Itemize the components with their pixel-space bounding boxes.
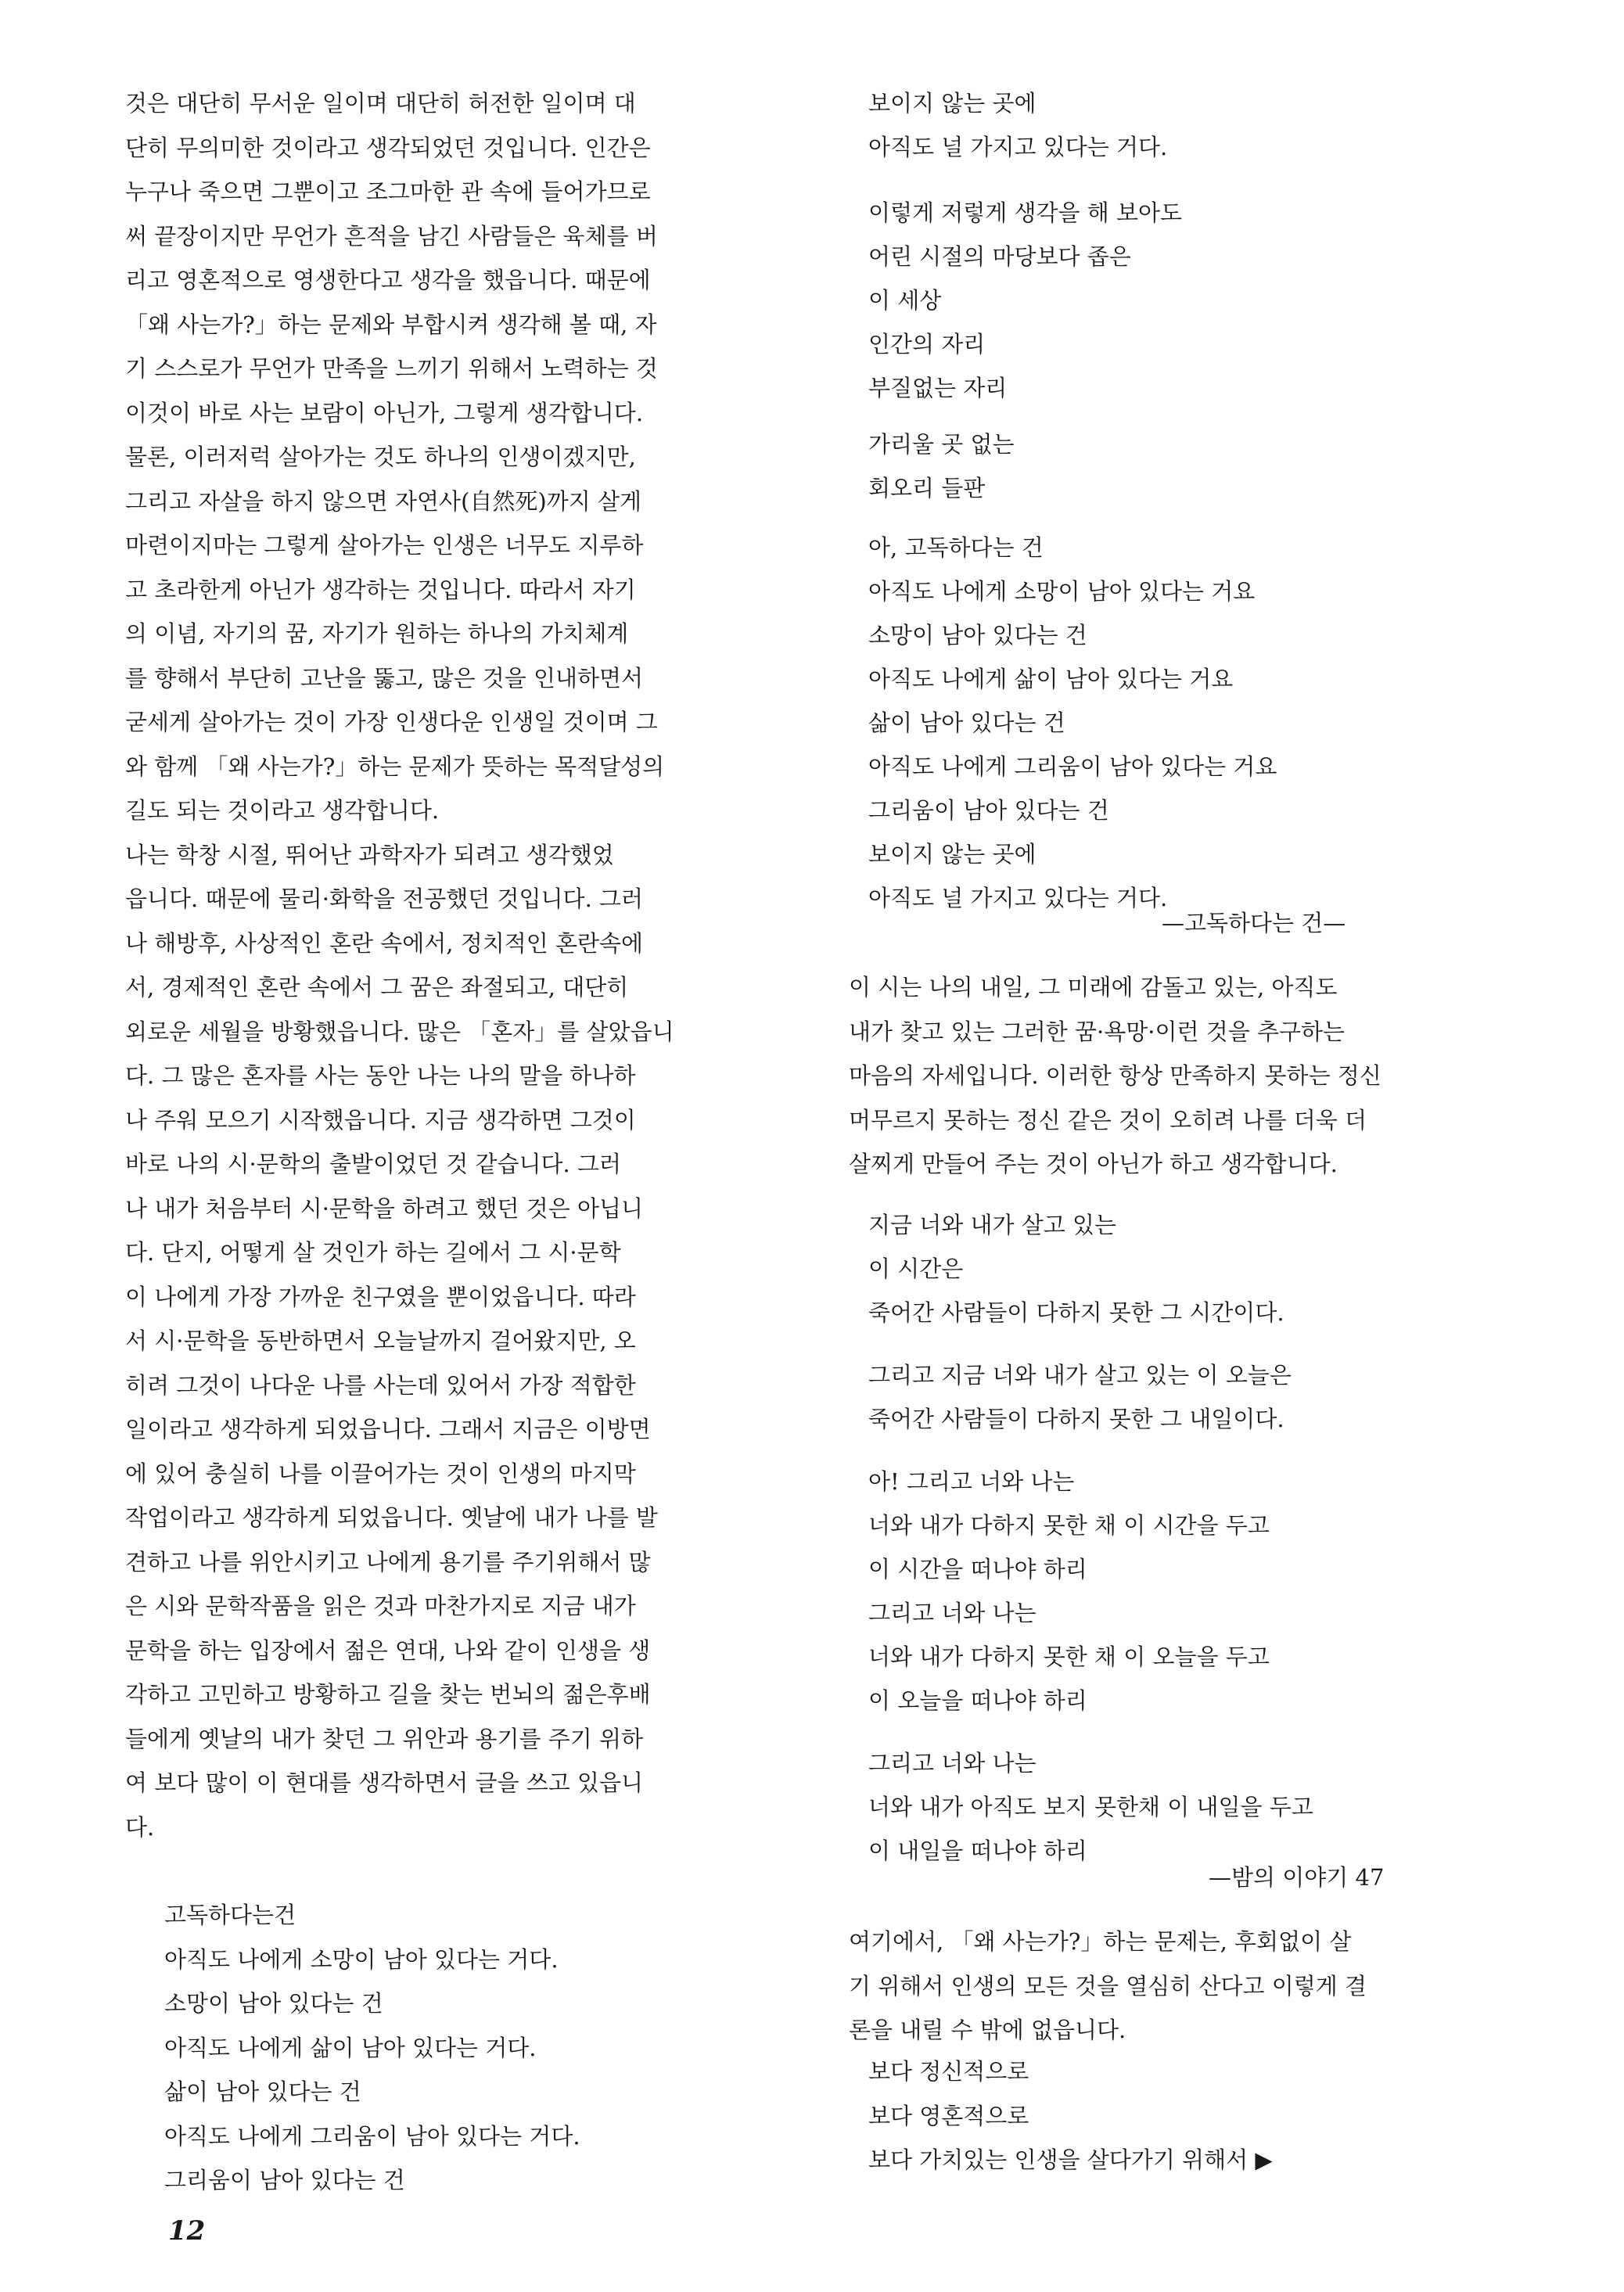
prose-line: 문학을 하는 입장에서 젊은 연대, 나와 같이 인생을 생	[125, 1636, 651, 1664]
prose-line: 이 시는 나의 내일, 그 미래에 감돌고 있는, 아직도	[849, 974, 1338, 1001]
prose-line: 물론, 이러저럭 살아가는 것도 하나의 인생이겠지만,	[125, 444, 636, 470]
prose-line: 견하고 나를 위안시키고 나에게 용기를 주기위해서 많	[125, 1548, 651, 1575]
prose-line: 기 스스로가 무언가 만족을 느끼기 위해서 노력하는 것	[125, 355, 658, 382]
poem-line: 그리고 너와 나는	[868, 1600, 1037, 1626]
prose-line: 나 주워 모으기 시작했읍니다. 지금 생각하면 그것이	[125, 1106, 636, 1133]
prose-line: 서, 경제적인 혼란 속에서 그 꿈은 좌절되고, 대단히	[125, 974, 629, 1001]
poem-line: 아직도 널 가지고 있다는 거다.	[868, 134, 1168, 160]
poem-line: 너와 내가 아직도 보지 못한채 이 내일을 두고	[868, 1794, 1313, 1820]
poem-line: 소망이 남아 있다는 건	[868, 622, 1087, 648]
poem-line: 부질없는 자리	[868, 375, 1008, 401]
poem-line: 죽어간 사람들이 다하지 못한 그 시간이다.	[868, 1299, 1284, 1326]
poem-line: 아직도 나에게 삶이 남아 있다는 거요	[868, 666, 1234, 692]
poem-line: 인간의 자리	[868, 331, 986, 357]
prose-line: 들에게 옛날의 내가 찾던 그 위안과 용기를 주기 위하	[125, 1725, 644, 1752]
prose-line: 히려 그것이 나다운 나를 사는데 있어서 가장 적합한	[125, 1371, 636, 1399]
poem-line: 이 세상	[868, 287, 942, 314]
poem-line: 죽어간 사람들이 다하지 못한 그 내일이다.	[868, 1406, 1284, 1432]
poem-line: 보이지 않는 곳에	[868, 841, 1037, 868]
prose-line: 누구나 죽으면 그뿐이고 조그마한 관 속에 들어가므로	[125, 178, 651, 205]
poem-line: 이 내일을 떠나야 하리	[868, 1838, 1087, 1864]
prose-line: 굳세게 살아가는 것이 가장 인생다운 인생일 것이며 그	[125, 709, 658, 735]
poem-line: 아직도 나에게 그리움이 남아 있다는 거요	[868, 753, 1277, 780]
poem-line: 너와 내가 다하지 못한 채 이 시간을 두고	[868, 1512, 1270, 1539]
prose-line: 이 나에게 가장 가까운 친구였을 뿐이었읍니다. 따라	[125, 1283, 636, 1310]
prose-line: 각하고 고민하고 방황하고 길을 찾는 번뇌의 젊은후배	[125, 1681, 651, 1708]
prose-line: 「왜 사는가?」하는 문제와 부합시켜 생각해 볼 때, 자	[125, 311, 657, 338]
closing-line: 보다 정신적으로	[868, 2058, 1029, 2085]
poem-line: 삶이 남아 있다는 건	[868, 710, 1065, 736]
poem-line: 그리움이 남아 있다는 건	[868, 797, 1109, 824]
poem-credit: —고독하다는 건—	[1162, 910, 1346, 936]
prose-line: 를 향해서 부단히 고난을 뚫고, 많은 것을 인내하면서	[125, 664, 644, 692]
prose-line: 여기에서, 「왜 사는가?」하는 문제는, 후회없이 살	[849, 1928, 1352, 1955]
prose-line: 바로 나의 시·문학의 출발이었던 것 같습니다. 그러	[125, 1151, 622, 1177]
prose-line: 다. 단지, 어떻게 살 것인가 하는 길에서 그 시·문학	[125, 1239, 621, 1266]
poem-line: 아직도 나에게 소망이 남아 있다는 거다.	[164, 1945, 559, 1973]
prose-line: 마음의 자세입니다. 이러한 항상 만족하지 못하는 정신	[849, 1062, 1381, 1089]
prose-line: 단히 무의미한 것이라고 생각되었던 것입니다. 인간은	[125, 134, 651, 161]
prose-line: 리고 영혼적으로 영생한다고 생각을 했읍니다. 때문에	[125, 267, 651, 293]
prose-line: 나는 학창 시절, 뛰어난 과학자가 되려고 생각했었	[125, 841, 614, 868]
prose-line: 일이라고 생각하게 되었읍니다. 그래서 지금은 이방면	[125, 1416, 651, 1442]
poem-line: 그리고 너와 나는	[868, 1750, 1037, 1776]
prose-line: 여 보다 많이 이 현대를 생각하면서 글을 쓰고 있읍니	[125, 1769, 644, 1796]
poem-line: 아직도 나에게 소망이 남아 있다는 거요	[868, 578, 1256, 605]
prose-line: 서 시·문학을 동반하면서 오늘날까지 걸어왔지만, 오	[125, 1327, 636, 1354]
poem-line: 어린 시절의 마당보다 좁은	[868, 243, 1131, 270]
prose-line: 나 내가 처음부터 시·문학을 하려고 했던 것은 아닙니	[125, 1194, 644, 1222]
prose-line: 다.	[125, 1813, 155, 1841]
prose-line: 기 위해서 인생의 모든 것을 열심히 산다고 이렇게 결	[849, 1972, 1367, 1999]
prose-line: 와 함께 「왜 사는가?」하는 문제가 뜻하는 목적달성의	[125, 753, 665, 780]
prose-line: 의 이념, 자기의 꿈, 자기가 원하는 하나의 가치체계	[125, 620, 629, 647]
poem-line: 아! 그리고 너와 나는	[868, 1468, 1075, 1495]
prose-line: 이것이 바로 사는 보람이 아닌가, 그렇게 생각합니다.	[125, 399, 644, 426]
prose-line: 은 시와 문학작품을 읽은 것과 마찬가지로 지금 내가	[125, 1593, 636, 1619]
prose-line: 고 초라한게 아닌가 생각하는 것입니다. 따라서 자기	[125, 576, 636, 603]
poem-line: 너와 내가 다하지 못한 채 이 오늘을 두고	[868, 1644, 1270, 1670]
prose-line: 마련이지마는 그렇게 살아가는 인생은 너무도 지루하	[125, 532, 644, 559]
prose-line: 내가 찾고 있는 그러한 꿈·욕망·이런 것을 추구하는	[849, 1018, 1346, 1045]
poem-line: 소망이 남아 있다는 건	[164, 1990, 383, 2017]
poem-line: 이렇게 저렇게 생각을 해 보아도	[868, 199, 1183, 226]
poem-line: 그리고 지금 너와 내가 살고 있는 이 오늘은	[868, 1362, 1292, 1388]
poem-line: 아직도 나에게 삶이 남아 있다는 거다.	[164, 2034, 537, 2061]
prose-line: 그리고 자살을 하지 않으면 자연사(自然死)까지 살게	[125, 487, 641, 515]
closing-line: 보다 영혼적으로	[868, 2102, 1029, 2129]
poem-line: 지금 너와 내가 살고 있는	[868, 1212, 1117, 1238]
poem-line: 그리움이 남아 있다는 건	[164, 2167, 405, 2193]
prose-line: 읍니다. 때문에 물리·화학을 전공했던 것입니다. 그러	[125, 886, 644, 912]
poem-line: 아직도 널 가지고 있다는 거다.	[868, 885, 1168, 911]
poem-line: 이 시간은	[868, 1256, 964, 1282]
poem-line: 아직도 나에게 그리움이 남아 있다는 거다.	[164, 2122, 580, 2150]
prose-line: 길도 되는 것이라고 생각합니다.	[125, 797, 440, 824]
closing-line: 보다 가치있는 인생을 살다가기 위해서 ▶	[868, 2147, 1273, 2173]
poem-line: 아, 고독하다는 건	[868, 534, 1044, 561]
poem-line: 고독하다는건	[164, 1902, 296, 1928]
prose-line: 다. 그 많은 혼자를 사는 동안 나는 나의 말을 하나하	[125, 1062, 636, 1089]
prose-line: 써 끝장이지만 무언가 흔적을 남긴 사람들은 육체를 버	[125, 222, 658, 250]
poem-line: 가리울 곳 없는	[868, 431, 1015, 458]
poem-line: 삶이 남아 있다는 건	[164, 2078, 361, 2105]
page-number: 12	[168, 2215, 206, 2247]
prose-line: 에 있어 충실히 나를 이끌어가는 것이 인생의 마지막	[125, 1460, 636, 1487]
poem-line: 이 오늘을 떠나야 하리	[868, 1687, 1087, 1714]
poem-line: 이 시간을 떠나야 하리	[868, 1556, 1087, 1582]
prose-line: 나 해방후, 사상적인 혼란 속에서, 정치적인 혼란속에	[125, 929, 644, 957]
prose-line: 론을 내릴 수 밖에 없읍니다.	[849, 2017, 1126, 2043]
prose-line: 머무르지 못하는 정신 같은 것이 오히려 나를 더욱 더	[849, 1106, 1367, 1133]
poem-line: 보이지 않는 곳에	[868, 90, 1037, 117]
poem-credit: —밤의 이야기 47	[1209, 1864, 1385, 1891]
prose-line: 외로운 세월을 방황했읍니다. 많은 「혼자」를 살았읍니	[125, 1018, 674, 1045]
poem-line: 회오리 들판	[868, 475, 986, 501]
prose-line: 살찌게 만들어 주는 것이 아닌가 하고 생각합니다.	[849, 1151, 1338, 1177]
prose-line: 작업이라고 생각하게 되었읍니다. 옛날에 내가 나를 발	[125, 1504, 658, 1531]
prose-line: 것은 대단히 무서운 일이며 대단히 허전한 일이며 대	[125, 90, 636, 117]
